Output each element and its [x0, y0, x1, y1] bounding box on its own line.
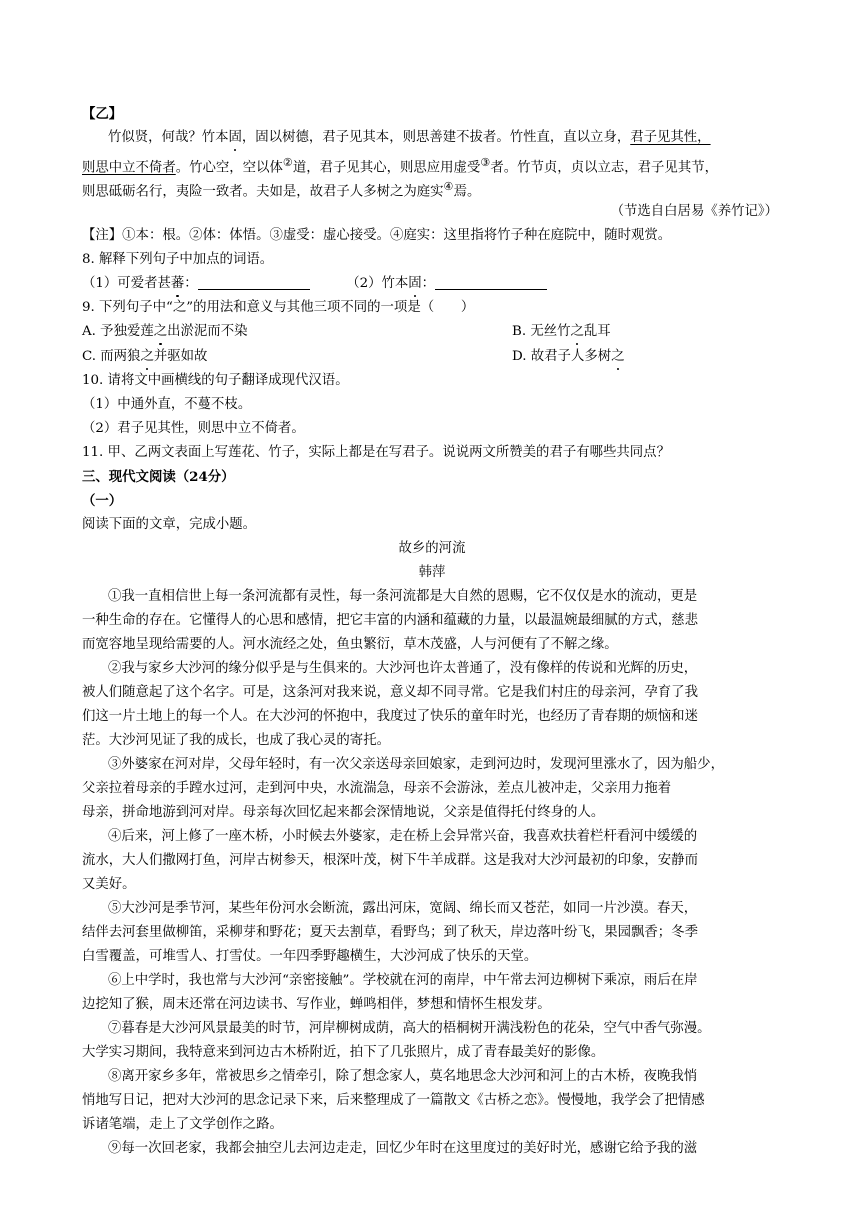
article-line: ⑧离开家乡多年，常被思乡之情牵引，除了想念家人，莫名地思念大沙河和河上的古木桥，夜晚我悄: [108, 1069, 698, 1084]
yi-text-line-2: 则思中立不倚者。竹心空，空以体②道，君子见其心，则思应用虚受③者。竹节贞，贞以立志，君子见其节，: [82, 156, 718, 176]
section-3-heading: 三、现代文阅读（24分）: [82, 469, 235, 485]
article-line: 母亲，拼命地游到河对岸。母亲每次回忆起来都会深情地说，父亲是值得托付终身的人。: [82, 805, 605, 820]
article-line: 流水，大人们撒网打鱼，河岸古树参天，根深叶茂，树下牛羊成群。这是我对大沙河最初的印象，安静而: [82, 853, 698, 868]
dotted-word: 蕃: [170, 276, 185, 291]
answer-blank[interactable]: [198, 275, 310, 290]
article-author: 韩萍: [418, 565, 446, 580]
article-line: ⑥上中学时，我也常与大沙河“亲密接触”。学校就在河的南岸，中午常去河边柳树下乘凉，雨后在岸: [108, 973, 698, 988]
yi-text-line-3: 则思砥砺名行，夷险一致者。夫如是，故君子人多树之为庭实④焉。: [82, 180, 481, 200]
article-line: 悄地写日记，把对大沙河的思念记录下来，后来整理成了一篇散文《古桥之恋》。慢慢地，我学会了把情感: [82, 1093, 705, 1108]
option-a[interactable]: A. 予独爱莲之出淤泥而不染: [82, 324, 248, 339]
question-9: 9. 下列句子中“之”的用法和意义与其他三项不同的一项是（ ）: [82, 300, 475, 315]
article-line: 结伴去河套里做柳笛，采柳芽和野花；夏天去割草，看野鸟；到了秋天，岸边落叶纷飞，果园飘香；冬季: [82, 925, 698, 940]
option-c[interactable]: C. 而两狼之并驱如故: [82, 349, 208, 364]
dotted-word: 固: [408, 276, 422, 291]
article-line: ⑤大沙河是季节河，某些年份河水会断流，露出河床，宽阔、绵长而又苍茫，如同一片沙漠。春天，: [108, 901, 698, 916]
question-8: 8. 解释下列句子中加点的词语。: [82, 252, 274, 267]
article-line: 诉诸笔端，走上了文学创作之路。: [82, 1117, 283, 1132]
option-d[interactable]: D. 故君子人多树之: [512, 349, 625, 364]
yi-text-line-1: 竹似贤，何哉？竹本固，固以树德，君子见其本，则思善建不拔者。竹性直，直以立身，君子见其性，: [108, 130, 711, 145]
article-line: 而宽容地呈现给需要的人。河水流经之处，鱼虫繁衍，草木茂盛，人与河便有了不解之缘。: [82, 637, 618, 652]
question-8-items: （1）可爱者甚蕃： （2）竹本固：: [82, 275, 782, 293]
option-b[interactable]: B. 无丝竹之乱耳: [512, 324, 611, 339]
article-line: ⑨每一次回老家，我都会抽空儿去河边走走，回忆少年时在这里度过的美好时光，感谢它给予我的滋: [108, 1141, 698, 1156]
article-line: 又美好。: [82, 877, 136, 892]
yi-source: （节选自白居易《养竹记》）: [610, 204, 778, 219]
section-3-subheading: （一）: [82, 493, 123, 509]
article-line: ①我一直相信世上每一条河流都有灵性，每一条河流都是大自然的恩赐，它不仅仅是水的流动，更是: [108, 589, 698, 604]
question-10-item-1: （1）中通外直，不蔓不枝。: [82, 397, 252, 412]
underlined-sentence: 则思中立不倚者: [82, 160, 176, 176]
underlined-sentence: 君子见其性，: [630, 130, 711, 145]
article-line: ②我与家乡大沙河的缘分似乎是与生俱来的。大沙河也许太普通了，没有像样的传说和光辉的历史，: [108, 661, 698, 676]
answer-blank[interactable]: [435, 275, 547, 290]
article-title: 故乡的河流: [398, 541, 466, 556]
question-9-options-row-2: [82, 348, 782, 366]
article-line: 们这一片土地上的每一个人。在大沙河的怀抱中，我度过了快乐的童年时光，也经历了青春期的烦恼和迷: [82, 709, 698, 724]
article-line: 白雪覆盖，可堆雪人、打雪仗。一年四季野趣横生，大沙河成了快乐的天堂。: [82, 949, 538, 964]
dotted-word: 固: [228, 130, 242, 145]
article-line: ⑦暮春是大沙河风景最美的时节，河岸柳树成荫，高大的梧桐树开满浅粉色的花朵，空气中香气弥漫。: [108, 1021, 711, 1036]
article-line: ④后来，河上修了一座木桥，小时候去外婆家，走在桥上会异常兴奋，我喜欢扶着栏杆看河中缓缓的: [108, 829, 698, 844]
section-yi-heading: 【乙】: [82, 106, 123, 122]
question-9-options-row-1: [82, 323, 782, 341]
article-line: 大学实习期间，我特意来到河边古木桥附近，拍下了几张照片，成了青春最美好的影像。: [82, 1045, 605, 1060]
question-10-item-2: （2）君子见其性，则思中立不倚者。: [82, 421, 305, 436]
reading-instruction: 阅读下面的文章，完成小题。: [82, 517, 257, 532]
article-line: 茫。大沙河见证了我的成长，也成了我心灵的寄托。: [82, 733, 390, 748]
article-line: 边挖知了猴，周末还常在河边读书、写作业，蝉鸣相伴，梦想和情怀生根发芽。: [82, 997, 551, 1012]
article-line: 被人们随意起了这个名字。可是，这条河对我来说，意义却不同寻常。它是我们村庄的母亲河，孕育了我: [82, 685, 698, 700]
question-10: 10. 请将文中画横线的句子翻译成现代汉语。: [82, 373, 349, 388]
article-line: 一种生命的存在。它懂得人的心思和感情，把它丰富的内涵和蕴藏的力量，以最温婉最细腻的方式，慈悲: [82, 613, 698, 628]
question-11: 11. 甲、乙两文表面上写莲花、竹子，实际上都是在写君子。说说两文所赞美的君子有哪些共同点？: [82, 445, 670, 460]
article-line: ③外婆家在河对岸，父母年轻时，有一次父亲送母亲回娘家，走到河边时，发现河里涨水了，因为船少，: [108, 757, 724, 772]
article-line: 父亲拉着母亲的手蹚水过河，走到河中央，水流湍急，母亲不会游泳，差点儿被冲走，父亲用力拖着: [82, 781, 672, 796]
yi-note: 【注】①本：根。②体：体悟。③虚受：虚心接受。④庭实：这里指将竹子种在庭院中，随时观赏。: [82, 228, 672, 243]
